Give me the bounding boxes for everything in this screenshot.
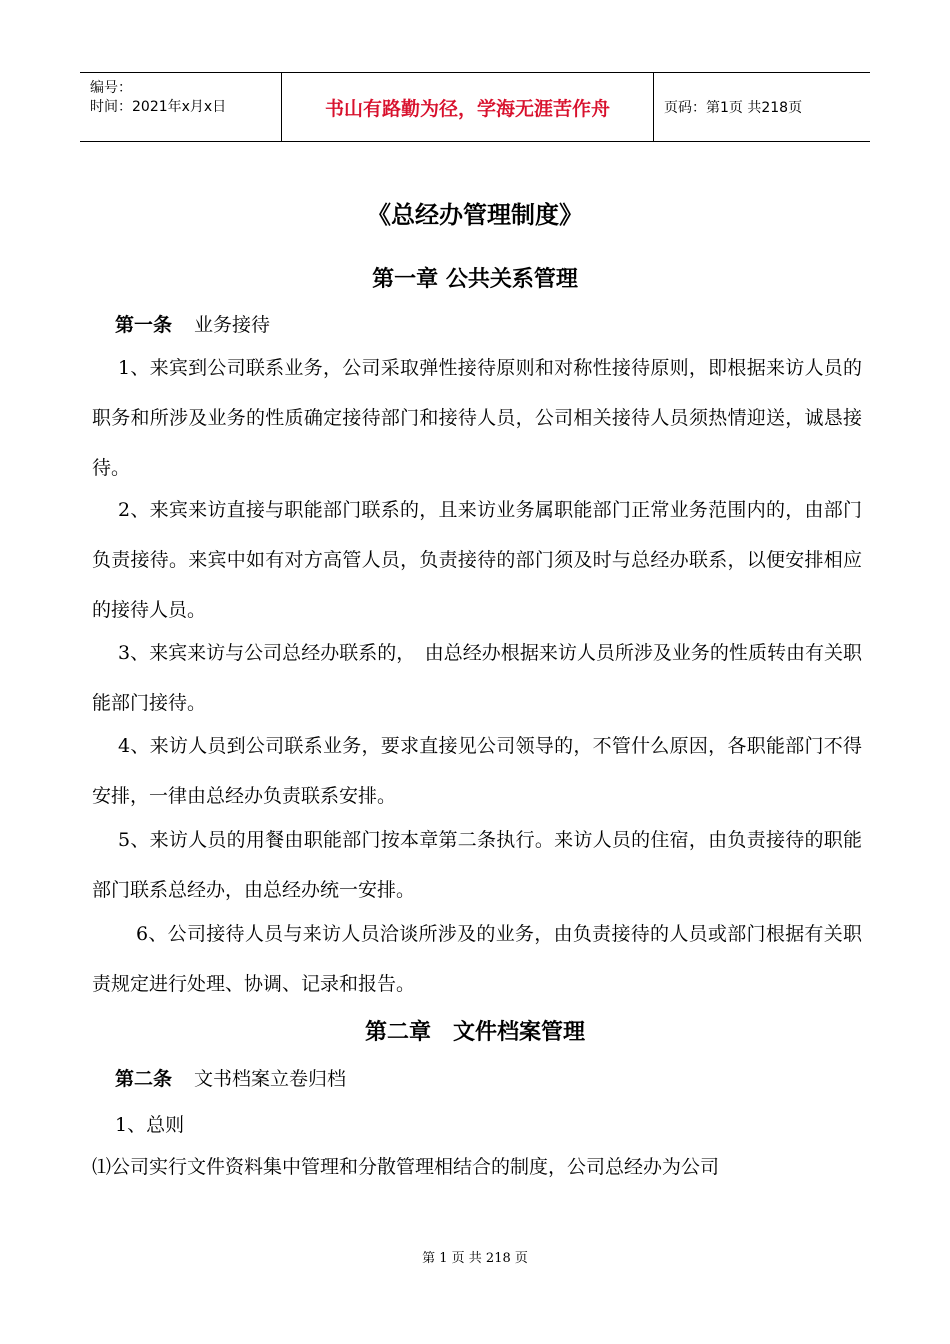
article-2-heading <box>115 1064 346 1091</box>
page-header <box>80 72 870 142</box>
doc-number-label: 编号： <box>90 80 132 96</box>
article-2-title: 文书档案立卷归档 <box>194 1068 347 1090</box>
header-page-number: 页码：第1页 共218页 <box>664 100 803 116</box>
chapter-2-title: 第二章 文件档案管理 <box>364 1020 585 1045</box>
header-info-cell <box>80 73 282 141</box>
chapter-2-subheading: 1、总则 <box>115 1114 185 1136</box>
document-title: 《总经办管理制度》 <box>367 201 583 229</box>
chapter-2-item-1: ⑴公司实行文件资料集中管理和分散管理相结合的制度，公司总经办为公司 <box>92 1156 720 1178</box>
article-2-number: 第二条 <box>115 1068 173 1090</box>
page-footer: 第 1 页 共 218 页 <box>422 1251 528 1266</box>
article-1-title: 业务接待 <box>194 314 271 336</box>
chapter-1-item-4: 4、来访人员到公司联系业务，要求直接见公司领导的，不管什么原因，各职能部门不得安排，一律由总经办负责联系安排。 <box>92 735 862 807</box>
header-motto: 书山有路勤为径，学海无涯苦作舟 <box>282 73 654 141</box>
article-1-heading <box>115 310 270 337</box>
chapter-1-title: 第一章 公共关系管理 <box>372 267 578 292</box>
chapter-1-item-5: 5、来访人员的用餐由职能部门按本章第二条执行。来访人员的住宿，由负责接待的职能部门联系总经办，由总经办统一安排。 <box>92 829 862 901</box>
chapter-1-item-2: 2、来宾来访直接与职能部门联系的，且来访业务属职能部门正常业务范围内的，由部门负责接待。来宾中如有对方高管人员，负责接待的部门须及时与总经办联系，以便安排相应的接待人员。 <box>92 499 862 621</box>
article-1-number: 第一条 <box>115 314 173 336</box>
chapter-1-item-3: 3、来宾来访与公司总经办联系的， 由总经办根据来访人员所涉及业务的性质转由有关职能部门接待。 <box>92 642 862 714</box>
chapter-1-item-1: 1、来宾到公司联系业务，公司采取弹性接待原则和对称性接待原则，即根据来访人员的职务和所涉及业务的性质确定接待部门和接待人员，公司相关接待人员须热情迎送，诚恳接待。 <box>92 357 862 479</box>
chapter-1-item-6: 6、公司接待人员与来访人员洽谈所涉及的业务，由负责接待的人员或部门根据有关职责规定进行处理、协调、记录和报告。 <box>92 923 862 995</box>
doc-date-label: 时间：2021年x月x日 <box>90 99 227 115</box>
